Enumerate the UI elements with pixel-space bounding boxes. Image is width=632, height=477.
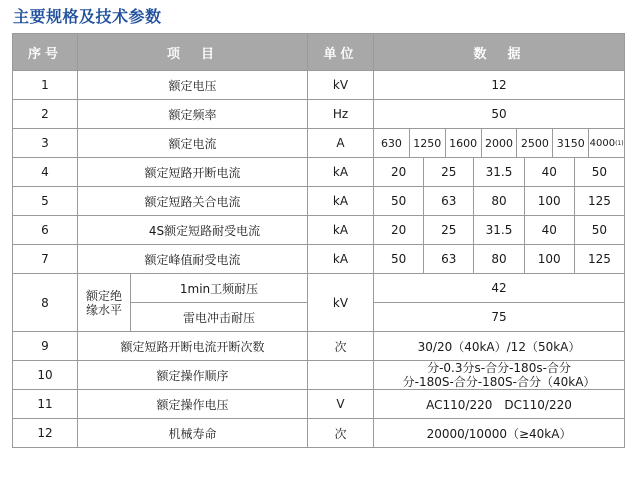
value-cell: 1600 xyxy=(445,129,481,157)
row-no: 5 xyxy=(13,187,78,216)
row-item-line: 缘水平 xyxy=(85,302,122,317)
header-item: 项 目 xyxy=(78,34,308,71)
table-row xyxy=(13,245,625,274)
value-cell: 63 xyxy=(423,245,473,273)
row-values xyxy=(374,129,625,158)
table-row xyxy=(13,419,625,448)
row-item: 额定电流 xyxy=(78,129,308,158)
header-unit: 单位 xyxy=(308,34,374,71)
row-value-line: 分-0.3分s-合分-180s-合分 xyxy=(427,361,571,375)
row-unit: Hz xyxy=(308,100,374,129)
row-unit: V xyxy=(308,390,374,419)
row-item-group xyxy=(78,274,131,332)
value-cell: 50 xyxy=(390,252,407,266)
row-unit: 次 xyxy=(308,419,374,448)
row-values xyxy=(374,245,625,274)
row-value-multiline xyxy=(374,361,625,390)
row-unit: kA xyxy=(308,245,374,274)
row-subitem: 雷电冲击耐压 xyxy=(131,303,308,332)
row-no: 8 xyxy=(13,274,78,332)
row-item: 额定操作电压 xyxy=(78,390,308,419)
row-item: 额定短路开断电流开断次数 xyxy=(78,332,308,361)
table-row xyxy=(13,332,625,361)
row-no: 7 xyxy=(13,245,78,274)
header-no: 序号 xyxy=(13,34,78,71)
value-cell: 63 xyxy=(423,187,473,215)
row-no: 2 xyxy=(13,100,78,129)
row-value: 12 xyxy=(374,71,625,100)
page-title: 主要规格及技术参数 xyxy=(13,7,162,26)
value-cell: 20 xyxy=(390,165,407,179)
value-cell: 100 xyxy=(524,187,574,215)
value-cell: 630 xyxy=(380,136,402,150)
row-value: 75 xyxy=(374,303,625,332)
footnote-marker: (1) xyxy=(615,139,624,147)
row-unit: kV xyxy=(308,71,374,100)
row-unit: A xyxy=(308,129,374,158)
spec-table xyxy=(12,33,625,448)
row-unit: 次 xyxy=(308,332,374,361)
value-cell: 50 xyxy=(574,216,624,244)
row-value: 42 xyxy=(374,274,625,303)
value-cell-text: 4000 xyxy=(589,137,616,149)
value-cell: 2000 xyxy=(481,129,517,157)
row-no: 11 xyxy=(13,390,78,419)
row-value-line: 分-180S-合分-180S-合分（40kA） xyxy=(402,375,596,389)
row-no: 9 xyxy=(13,332,78,361)
row-values xyxy=(374,158,625,187)
table-row xyxy=(13,274,625,303)
row-unit: kV xyxy=(308,274,374,332)
value-cell-with-footnote xyxy=(588,129,624,157)
row-item-line: 额定绝 xyxy=(85,288,122,303)
value-cell: 125 xyxy=(574,187,624,215)
row-item: 额定电压 xyxy=(78,71,308,100)
row-item: 4S额定短路耐受电流 xyxy=(78,216,308,245)
value-cell: 50 xyxy=(574,158,624,186)
row-no: 4 xyxy=(13,158,78,187)
row-item: 额定峰值耐受电流 xyxy=(78,245,308,274)
value-cell: 3150 xyxy=(552,129,588,157)
value-cell: 125 xyxy=(574,245,624,273)
row-subitem: 1min工频耐压 xyxy=(131,274,308,303)
table-row xyxy=(13,390,625,419)
row-unit: kA xyxy=(308,216,374,245)
value-cell: 80 xyxy=(473,245,523,273)
value-cell: 2500 xyxy=(516,129,552,157)
table-row xyxy=(13,71,625,100)
table-row xyxy=(13,216,625,245)
row-value: AC110/220 DC110/220 xyxy=(374,390,625,419)
row-value: 30/20（40kA）/12（50kA） xyxy=(374,332,625,361)
row-no: 3 xyxy=(13,129,78,158)
row-no: 10 xyxy=(13,361,78,390)
value-cell: 50 xyxy=(390,194,407,208)
row-item: 额定短路关合电流 xyxy=(78,187,308,216)
value-cell: 40 xyxy=(524,216,574,244)
row-no: 6 xyxy=(13,216,78,245)
row-value: 20000/10000（≥40kA） xyxy=(374,419,625,448)
row-item: 额定操作顺序 xyxy=(78,361,308,390)
header-data: 数 据 xyxy=(374,34,625,71)
table-row xyxy=(13,158,625,187)
row-no: 1 xyxy=(13,71,78,100)
table-row xyxy=(13,187,625,216)
value-cell: 31.5 xyxy=(473,158,523,186)
value-cell: 40 xyxy=(524,158,574,186)
value-cell: 1250 xyxy=(409,129,445,157)
value-cell: 80 xyxy=(473,187,523,215)
value-cell: 20 xyxy=(390,223,407,237)
row-item: 额定短路开断电流 xyxy=(78,158,308,187)
row-no: 12 xyxy=(13,419,78,448)
row-item: 机械寿命 xyxy=(78,419,308,448)
table-row xyxy=(13,361,625,390)
table-row xyxy=(13,100,625,129)
table-row xyxy=(13,129,625,158)
row-values xyxy=(374,216,625,245)
value-cell: 31.5 xyxy=(473,216,523,244)
row-unit xyxy=(308,361,374,390)
row-item: 额定频率 xyxy=(78,100,308,129)
row-values xyxy=(374,187,625,216)
value-cell: 100 xyxy=(524,245,574,273)
value-cell: 25 xyxy=(423,158,473,186)
value-cell: 25 xyxy=(423,216,473,244)
row-unit: kA xyxy=(308,158,374,187)
row-unit: kA xyxy=(308,187,374,216)
table-header-row xyxy=(13,34,625,71)
row-value: 50 xyxy=(374,100,625,129)
